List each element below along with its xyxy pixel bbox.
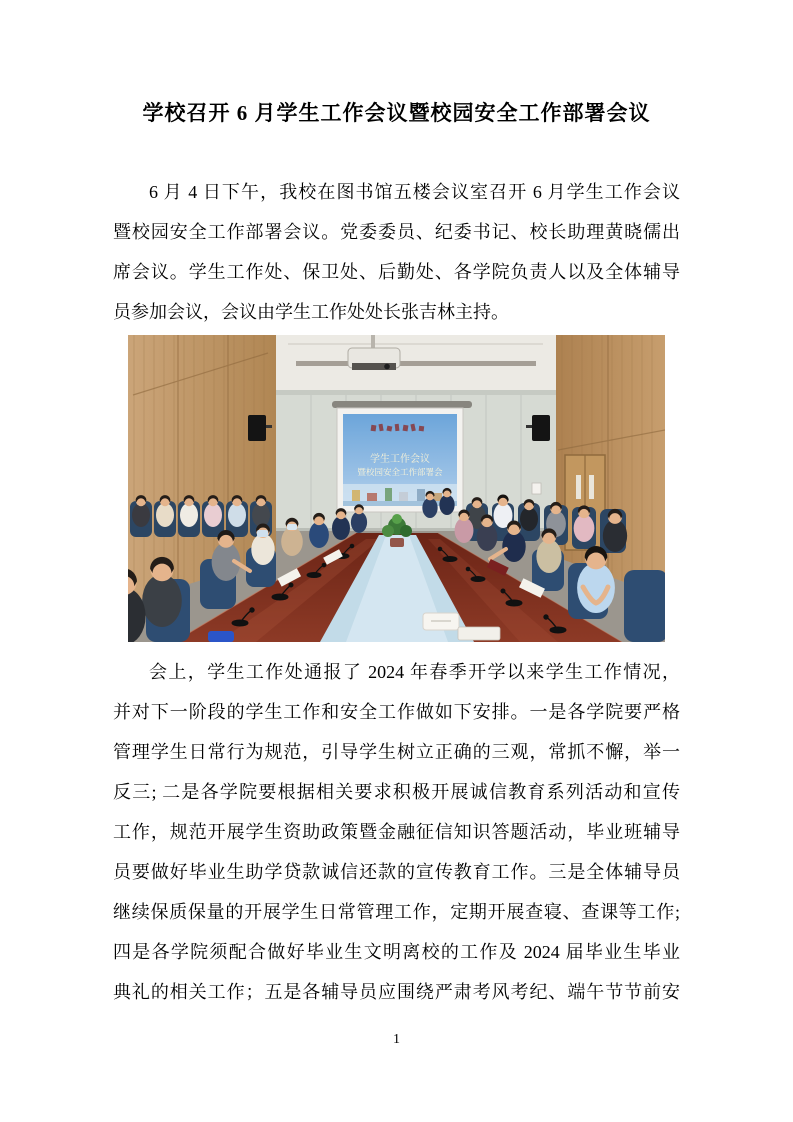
text-line: 管理学生日常行为规范，引导学生树立正确的三观，常抓不懈，举一 xyxy=(113,742,680,762)
text-line: 6 月 4 日下午，我校在图书馆五楼会议室召开 6 月学生工作会议 xyxy=(149,182,680,202)
text-line: 员参加会议，会议由学生工作处处长张吉林主持。 xyxy=(113,302,509,322)
paragraph-1 xyxy=(113,172,680,332)
text-line: 并对下一阶段的学生工作和安全工作做如下安排。一是各学院要严格 xyxy=(113,702,680,722)
text-line: 席会议。学生工作处、保卫处、后勤处、各学院负责人以及全体辅导 xyxy=(113,262,680,282)
text-line: 继续保质保量的开展学生日常管理工作，定期开展查寝、查课等工作; xyxy=(113,902,680,922)
meeting-photo xyxy=(128,335,665,642)
projection-screen xyxy=(332,401,472,512)
text-line: 典礼的相关工作；五是各辅导员应围绕严肃考风考纪、端午节节前安 xyxy=(113,982,680,1002)
text-line: 会上，学生工作处通报了 2024 年春季开学以来学生工作情况， xyxy=(149,662,680,682)
text-line: 暨校园安全工作部署会议。党委委员、纪委书记、校长助理黄晓儒出 xyxy=(113,222,680,242)
blue-bag xyxy=(208,631,234,642)
wall-switch xyxy=(532,483,541,494)
text-line: 反三; 二是各学院要根据相关要求积极开展诚信教育系列活动和宣传 xyxy=(113,782,680,802)
slide-title-line1: 学生工作会议 xyxy=(370,454,430,465)
page-number: 1 xyxy=(393,1032,400,1047)
slide-title-line2: 暨校园安全工作部署会 xyxy=(357,467,443,477)
text-line: 工作，规范开展学生资助政策暨金融征信知识答题活动，毕业班辅导 xyxy=(113,822,680,842)
paragraph-2 xyxy=(113,652,680,1012)
text-line: 员要做好毕业生助学贷款诚信还款的宣传教育工作。三是全体辅导员 xyxy=(113,862,680,882)
article-title: 学校召开 6 月学生工作会议暨校园安全工作部署会议 xyxy=(142,101,651,125)
text-line: 四是各学院须配合做好毕业生文明离校的工作及 2024 届毕业生毕业 xyxy=(113,942,680,962)
meeting-room-illustration xyxy=(128,335,665,642)
